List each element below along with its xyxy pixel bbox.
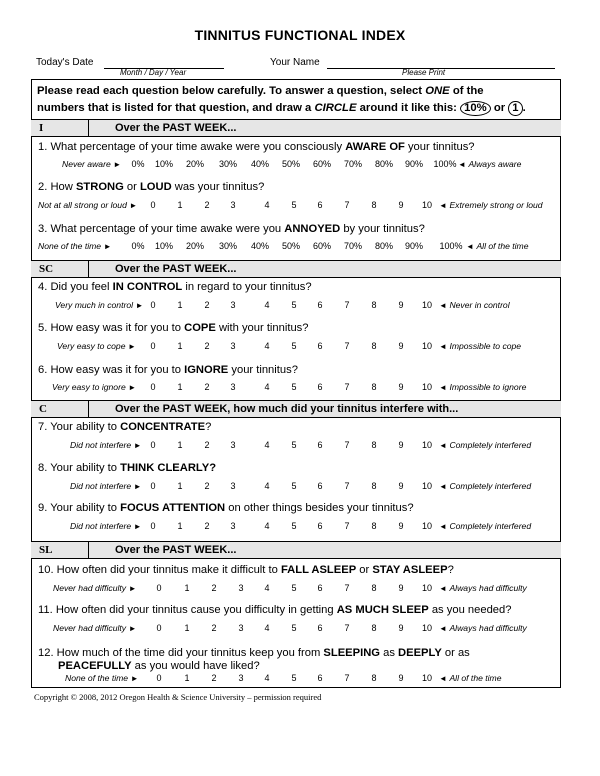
arrow-right-icon: ► xyxy=(129,201,138,210)
option-q6-5[interactable]: 5 xyxy=(291,382,297,392)
option-q7-6[interactable]: 6 xyxy=(317,440,323,450)
option-q11-5[interactable]: 5 xyxy=(291,623,297,633)
option-q7-2[interactable]: 2 xyxy=(204,440,210,450)
question-5: 5. How easy was it for you to COPE with your tinnitus? xyxy=(38,322,309,334)
question-11: 11. How often did your tinnitus cause you difficulty in getting AS MUCH SLEEP as you needed? xyxy=(38,604,512,616)
option-q6-4[interactable]: 4 xyxy=(264,382,270,392)
option-q11-8[interactable]: 8 xyxy=(371,623,377,633)
option-q2-8[interactable]: 8 xyxy=(371,200,377,210)
option-q4-1[interactable]: 1 xyxy=(177,300,183,310)
date-sublabel: Month / Day / Year xyxy=(120,68,187,77)
scale-high-anchor: ◄ Always aware xyxy=(458,159,522,169)
option-q6-6[interactable]: 6 xyxy=(317,382,323,392)
option-q1-7[interactable]: 70% xyxy=(343,159,362,169)
option-q3-6[interactable]: 60% xyxy=(312,241,331,251)
option-q11-9[interactable]: 9 xyxy=(398,623,404,633)
option-q7-1[interactable]: 1 xyxy=(177,440,183,450)
scale-low-anchor: Very easy to ignore ► xyxy=(52,382,137,392)
example-circle-1: 1 xyxy=(508,101,522,116)
option-q12-0[interactable]: 0 xyxy=(156,673,162,683)
option-q12-2[interactable]: 2 xyxy=(211,673,217,683)
scale-row-q6 xyxy=(0,382,600,394)
scale-high-anchor: ◄ Completely interfered xyxy=(439,440,532,450)
scale-high-anchor: ◄ All of the time xyxy=(439,673,502,683)
question-2: 2. How STRONG or LOUD was your tinnitus? xyxy=(38,181,265,193)
scale-row-q3 xyxy=(0,241,600,253)
option-q1-4[interactable]: 40% xyxy=(250,159,269,169)
option-q2-3[interactable]: 3 xyxy=(230,200,236,210)
option-q11-2[interactable]: 2 xyxy=(211,623,217,633)
option-q10-8[interactable]: 8 xyxy=(371,583,377,593)
option-q8-6[interactable]: 6 xyxy=(317,481,323,491)
scale-row-q9 xyxy=(0,521,600,533)
scale-low-anchor: Very much in control ► xyxy=(55,300,144,310)
arrow-right-icon: ► xyxy=(133,482,142,491)
name-label: Your Name xyxy=(270,57,320,68)
option-q12-6[interactable]: 6 xyxy=(317,673,323,683)
option-q1-9[interactable]: 90% xyxy=(404,159,423,169)
example-circle-10pct: 10% xyxy=(460,101,491,116)
option-q10-3[interactable]: 3 xyxy=(238,583,244,593)
section-header-I: I Over the PAST WEEK... xyxy=(31,119,561,137)
option-q5-9[interactable]: 9 xyxy=(398,341,404,351)
scale-high-anchor: ◄ Always had difficulty xyxy=(439,623,527,633)
option-q5-10[interactable]: 10 xyxy=(421,341,432,351)
scale-low-anchor: Did not interfere ► xyxy=(70,521,142,531)
option-q9-4[interactable]: 4 xyxy=(264,521,270,531)
option-q10-5[interactable]: 5 xyxy=(291,583,297,593)
question-1: 1. What percentage of your time awake were you consciously AWARE OF your tinnitus? xyxy=(38,141,475,153)
arrow-left-icon: ◄ xyxy=(439,624,447,633)
option-q10-6[interactable]: 6 xyxy=(317,583,323,593)
option-q3-10[interactable]: 100% xyxy=(439,241,463,251)
option-q9-1[interactable]: 1 xyxy=(177,521,183,531)
option-q6-10[interactable]: 10 xyxy=(421,382,432,392)
option-q12-5[interactable]: 5 xyxy=(291,673,297,683)
option-q10-7[interactable]: 7 xyxy=(344,583,350,593)
option-q5-1[interactable]: 1 xyxy=(177,341,183,351)
option-q4-8[interactable]: 8 xyxy=(371,300,377,310)
arrow-left-icon: ◄ xyxy=(439,301,447,310)
option-q1-3[interactable]: 30% xyxy=(218,159,237,169)
option-q10-10[interactable]: 10 xyxy=(421,583,432,593)
option-q7-0[interactable]: 0 xyxy=(150,440,156,450)
question-9: 9. Your ability to FOCUS ATTENTION on other things besides your tinnitus? xyxy=(38,502,414,514)
option-q12-3[interactable]: 3 xyxy=(238,673,244,683)
form-title: TINNITUS FUNCTIONAL INDEX xyxy=(194,27,406,43)
option-q1-5[interactable]: 50% xyxy=(281,159,300,169)
scale-low-anchor: Very easy to cope ► xyxy=(57,341,136,351)
question-7: 7. Your ability to CONCENTRATE? xyxy=(38,421,212,433)
option-q8-7[interactable]: 7 xyxy=(344,481,350,491)
option-q11-1[interactable]: 1 xyxy=(184,623,190,633)
option-q2-5[interactable]: 5 xyxy=(291,200,297,210)
question-10: 10. How often did your tinnitus make it difficult to FALL ASLEEP or STAY ASLEEP? xyxy=(38,564,454,576)
option-q12-8[interactable]: 8 xyxy=(371,673,377,683)
option-q2-10[interactable]: 10 xyxy=(421,200,432,210)
option-q8-4[interactable]: 4 xyxy=(264,481,270,491)
option-q5-4[interactable]: 4 xyxy=(264,341,270,351)
option-q11-0[interactable]: 0 xyxy=(156,623,162,633)
option-q7-5[interactable]: 5 xyxy=(291,440,297,450)
option-q12-4[interactable]: 4 xyxy=(264,673,270,683)
scale-low-anchor: None of the time ► xyxy=(38,241,112,251)
scale-low-anchor: None of the time ► xyxy=(65,673,139,683)
scale-low-anchor: Not at all strong or loud ► xyxy=(38,200,138,210)
scale-high-anchor: ◄ Always had difficulty xyxy=(439,583,527,593)
arrow-right-icon: ► xyxy=(133,522,142,531)
option-q3-8[interactable]: 80% xyxy=(374,241,393,251)
arrow-left-icon: ◄ xyxy=(439,201,447,210)
scale-high-anchor: ◄ Completely interfered xyxy=(439,521,532,531)
option-q10-1[interactable]: 1 xyxy=(184,583,190,593)
question-3: 3. What percentage of your time awake were you ANNOYED by your tinnitus? xyxy=(38,223,425,235)
option-q1-1[interactable]: 10% xyxy=(154,159,173,169)
option-q9-7[interactable]: 7 xyxy=(344,521,350,531)
option-q7-8[interactable]: 8 xyxy=(371,440,377,450)
option-q9-5[interactable]: 5 xyxy=(291,521,297,531)
option-q8-5[interactable]: 5 xyxy=(291,481,297,491)
scale-high-anchor: ◄ All of the time xyxy=(466,241,529,251)
scale-low-anchor: Did not interfere ► xyxy=(70,440,142,450)
instructions: Please read each question below carefully. To answer a question, select ONE of the numbers that is listed for that question, and draw a CIRCLE around it like this: 10% or 1 . xyxy=(37,85,526,114)
option-q8-10[interactable]: 10 xyxy=(421,481,432,491)
option-q3-5[interactable]: 50% xyxy=(281,241,300,251)
arrow-left-icon: ◄ xyxy=(439,674,447,683)
option-q8-2[interactable]: 2 xyxy=(204,481,210,491)
section-header-SL: SL Over the PAST WEEK... xyxy=(31,541,561,559)
scale-row-q12 xyxy=(0,673,600,685)
option-q7-4[interactable]: 4 xyxy=(264,440,270,450)
arrow-left-icon: ◄ xyxy=(439,482,447,491)
scale-high-anchor: ◄ Extremely strong or loud xyxy=(439,200,543,210)
option-q4-9[interactable]: 9 xyxy=(398,300,404,310)
option-q2-9[interactable]: 9 xyxy=(398,200,404,210)
scale-low-anchor: Never had difficulty ► xyxy=(53,623,137,633)
arrow-right-icon: ► xyxy=(135,301,144,310)
question-8: 8. Your ability to THINK CLEARLY? xyxy=(38,462,217,474)
option-q11-7[interactable]: 7 xyxy=(344,623,350,633)
option-q6-3[interactable]: 3 xyxy=(230,382,236,392)
scale-low-anchor: Did not interfere ► xyxy=(70,481,142,491)
scale-row-q10 xyxy=(0,583,600,595)
arrow-right-icon: ► xyxy=(103,242,112,251)
scale-row-q2 xyxy=(0,200,600,212)
arrow-left-icon: ◄ xyxy=(458,160,466,169)
arrow-left-icon: ◄ xyxy=(439,522,447,531)
arrow-right-icon: ► xyxy=(128,624,137,633)
arrow-left-icon: ◄ xyxy=(439,584,447,593)
option-q9-8[interactable]: 8 xyxy=(371,521,377,531)
arrow-right-icon: ► xyxy=(133,441,142,450)
option-q4-5[interactable]: 5 xyxy=(291,300,297,310)
name-sublabel: Please Print xyxy=(402,68,446,77)
option-q5-3[interactable]: 3 xyxy=(230,341,236,351)
option-q4-7[interactable]: 7 xyxy=(344,300,350,310)
option-q10-0[interactable]: 0 xyxy=(156,583,162,593)
option-q1-2[interactable]: 20% xyxy=(185,159,204,169)
option-q5-7[interactable]: 7 xyxy=(344,341,350,351)
option-q3-7[interactable]: 70% xyxy=(343,241,362,251)
copyright: Copyright © 2008, 2012 Oregon Health & Science University – permission required xyxy=(34,692,322,702)
scale-high-anchor: ◄ Impossible to ignore xyxy=(439,382,527,392)
date-label: Today's Date xyxy=(36,57,94,68)
option-q3-9[interactable]: 90% xyxy=(404,241,423,251)
option-q9-10[interactable]: 10 xyxy=(421,521,432,531)
option-q3-2[interactable]: 20% xyxy=(185,241,204,251)
option-q2-2[interactable]: 2 xyxy=(204,200,210,210)
option-q5-6[interactable]: 6 xyxy=(317,341,323,351)
scale-high-anchor: ◄ Never in control xyxy=(439,300,510,310)
arrow-left-icon: ◄ xyxy=(439,383,447,392)
scale-row-q7 xyxy=(0,440,600,452)
option-q4-6[interactable]: 6 xyxy=(317,300,323,310)
section-header-C: C Over the PAST WEEK, how much did your tinnitus interfere with... xyxy=(31,400,561,418)
question-6: 6. How easy was it for you to IGNORE your tinnitus? xyxy=(38,364,298,376)
option-q11-6[interactable]: 6 xyxy=(317,623,323,633)
option-q9-6[interactable]: 6 xyxy=(317,521,323,531)
option-q4-2[interactable]: 2 xyxy=(204,300,210,310)
option-q9-3[interactable]: 3 xyxy=(230,521,236,531)
option-q11-10[interactable]: 10 xyxy=(421,623,432,633)
option-q1-0[interactable]: 0% xyxy=(131,159,145,169)
option-q4-3[interactable]: 3 xyxy=(230,300,236,310)
option-q2-4[interactable]: 4 xyxy=(264,200,270,210)
option-q8-3[interactable]: 3 xyxy=(230,481,236,491)
arrow-right-icon: ► xyxy=(128,383,137,392)
option-q10-4[interactable]: 4 xyxy=(264,583,270,593)
scale-row-q5 xyxy=(0,341,600,353)
question-4: 4. Did you feel IN CONTROL in regard to your tinnitus? xyxy=(38,281,312,293)
option-q4-10[interactable]: 10 xyxy=(421,300,432,310)
option-q8-0[interactable]: 0 xyxy=(150,481,156,491)
option-q6-0[interactable]: 0 xyxy=(150,382,156,392)
option-q5-8[interactable]: 8 xyxy=(371,341,377,351)
option-q12-1[interactable]: 1 xyxy=(184,673,190,683)
option-q6-2[interactable]: 2 xyxy=(204,382,210,392)
option-q2-1[interactable]: 1 xyxy=(177,200,183,210)
option-q2-0[interactable]: 0 xyxy=(150,200,156,210)
option-q5-0[interactable]: 0 xyxy=(150,341,156,351)
scale-high-anchor: ◄ Impossible to cope xyxy=(439,341,522,351)
option-q2-6[interactable]: 6 xyxy=(317,200,323,210)
option-q11-3[interactable]: 3 xyxy=(238,623,244,633)
arrow-left-icon: ◄ xyxy=(439,342,447,351)
option-q10-9[interactable]: 9 xyxy=(398,583,404,593)
scale-low-anchor: Never aware ► xyxy=(62,159,122,169)
arrow-right-icon: ► xyxy=(113,160,122,169)
option-q4-4[interactable]: 4 xyxy=(264,300,270,310)
option-q3-3[interactable]: 30% xyxy=(218,241,237,251)
option-q10-2[interactable]: 2 xyxy=(211,583,217,593)
option-q3-0[interactable]: 0% xyxy=(131,241,145,251)
option-q12-9[interactable]: 9 xyxy=(398,673,404,683)
option-q12-7[interactable]: 7 xyxy=(344,673,350,683)
arrow-right-icon: ► xyxy=(128,584,137,593)
option-q9-2[interactable]: 2 xyxy=(204,521,210,531)
option-q5-2[interactable]: 2 xyxy=(204,341,210,351)
option-q1-6[interactable]: 60% xyxy=(312,159,331,169)
option-q12-10[interactable]: 10 xyxy=(421,673,432,683)
option-q8-8[interactable]: 8 xyxy=(371,481,377,491)
option-q3-1[interactable]: 10% xyxy=(154,241,173,251)
option-q8-9[interactable]: 9 xyxy=(398,481,404,491)
question-12: 12. How much of the time did your tinnitus keep you from SLEEPING as DEEPLY or as PEACEFULLY as you would have liked? xyxy=(38,647,470,672)
option-q9-9[interactable]: 9 xyxy=(398,521,404,531)
option-q6-7[interactable]: 7 xyxy=(344,382,350,392)
arrow-right-icon: ► xyxy=(127,342,136,351)
scale-row-q4 xyxy=(0,300,600,312)
scale-row-q11 xyxy=(0,623,600,635)
option-q9-0[interactable]: 0 xyxy=(150,521,156,531)
scale-row-q1 xyxy=(0,159,600,171)
arrow-left-icon: ◄ xyxy=(466,242,474,251)
option-q1-10[interactable]: 100% xyxy=(433,159,457,169)
option-q7-9[interactable]: 9 xyxy=(398,440,404,450)
option-q8-1[interactable]: 1 xyxy=(177,481,183,491)
option-q2-7[interactable]: 7 xyxy=(344,200,350,210)
option-q7-10[interactable]: 10 xyxy=(421,440,432,450)
option-q7-7[interactable]: 7 xyxy=(344,440,350,450)
option-q6-1[interactable]: 1 xyxy=(177,382,183,392)
option-q6-8[interactable]: 8 xyxy=(371,382,377,392)
scale-low-anchor: Never had difficulty ► xyxy=(53,583,137,593)
option-q7-3[interactable]: 3 xyxy=(230,440,236,450)
arrow-right-icon: ► xyxy=(130,674,139,683)
option-q4-0[interactable]: 0 xyxy=(150,300,156,310)
scale-row-q8 xyxy=(0,481,600,493)
option-q1-8[interactable]: 80% xyxy=(374,159,393,169)
option-q11-4[interactable]: 4 xyxy=(264,623,270,633)
scale-high-anchor: ◄ Completely interfered xyxy=(439,481,532,491)
option-q5-5[interactable]: 5 xyxy=(291,341,297,351)
option-q3-4[interactable]: 40% xyxy=(250,241,269,251)
section-header-SC: SC Over the PAST WEEK... xyxy=(31,260,561,278)
arrow-left-icon: ◄ xyxy=(439,441,447,450)
option-q6-9[interactable]: 9 xyxy=(398,382,404,392)
